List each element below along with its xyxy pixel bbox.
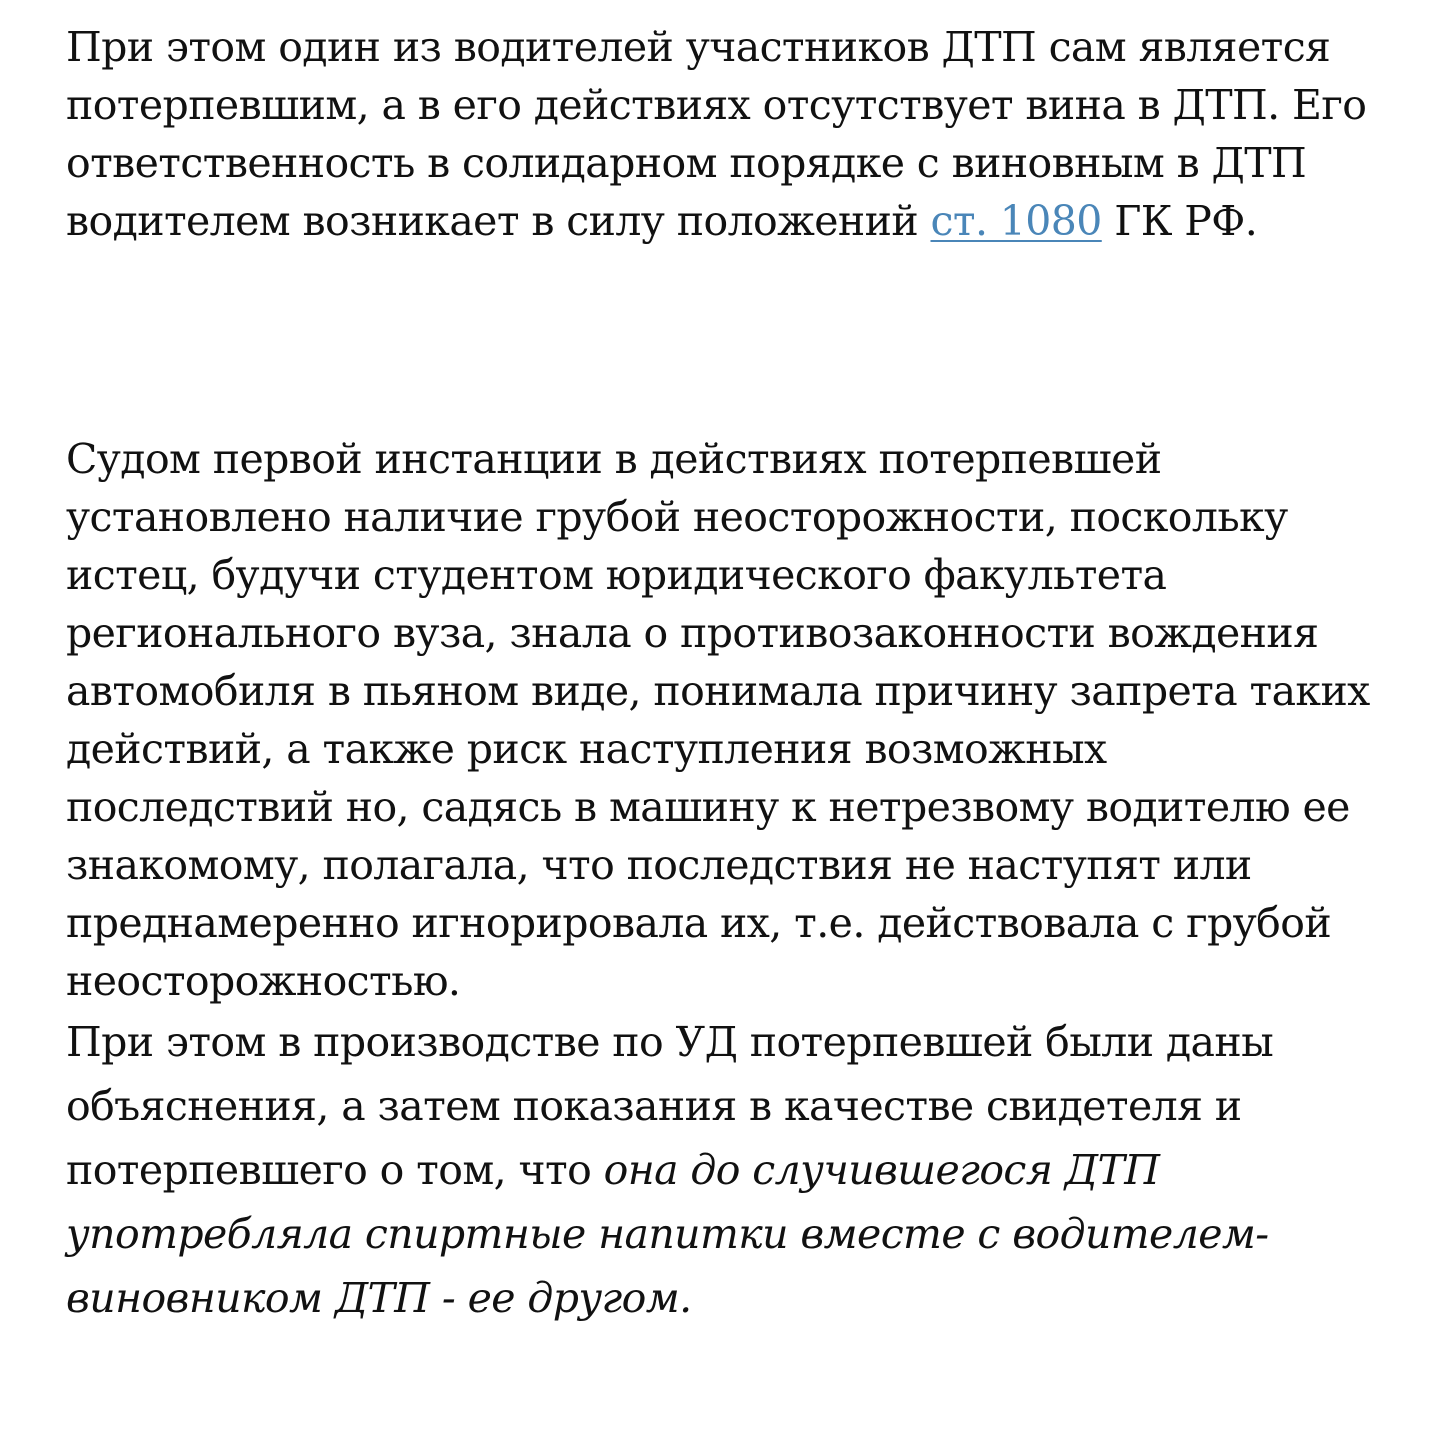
paragraph-court-findings: Судом первой инстанции в действиях потерпевшей установлено наличие грубой неосторожности, поскольку истец, будучи студентом юридического факультета регионального вуза, знала о противозаконности вождения автомобиля в пьяном виде, понимала причину запрета таких действий, а также риск наступления возможных последствий но, садясь в машину к нетрезвому водителю ее знакомому, полагала, что последствия не наступят или преднамеренно игнорировала их, т.е. действовала с грубой неосторожностью. xyxy=(66,435,1370,1005)
paragraph-testimony-text: При этом в производстве по УД потерпевшей были даны объяснения, а затем показания в качестве свидетеля и потерпевшего о том, что xyxy=(66,1018,1274,1194)
paragraph-liability xyxy=(66,18,1386,250)
paragraph-liability-text: При этом один из водителей участников ДТП сам является потерпевшим, а в его действиях отсутствует вина в ДТП. Его ответственность в солидарном порядке с виновным в ДТП водителем возникает в силу положений xyxy=(66,23,1367,245)
paragraph-testimony xyxy=(66,1010,1386,1330)
civil-code-article-link[interactable]: ст. 1080 xyxy=(930,197,1102,245)
paragraph-testimony-italic-quote: она до случившегося ДТП употребляла спиртные напитки вместе с водителем-виновником ДТП - ее другом. xyxy=(66,1146,1269,1322)
article-body xyxy=(66,18,1386,1330)
paragraph-liability-text-end: ГК РФ. xyxy=(1101,197,1258,245)
